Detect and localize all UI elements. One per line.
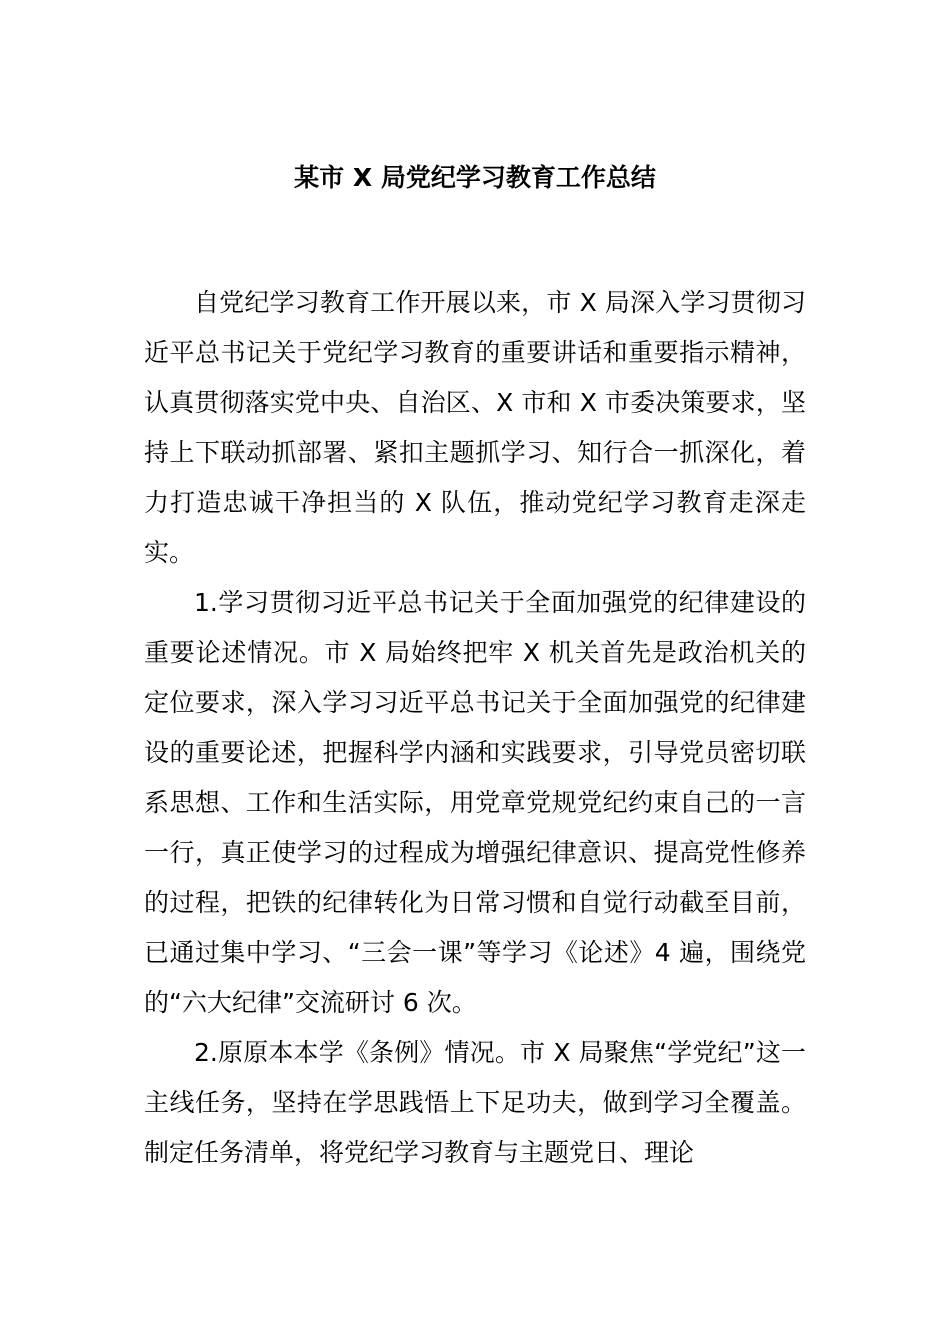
- paragraph-intro: 自党纪学习教育工作开展以来，市 X 局深入学习贯彻习近平总书记关于党纪学习教育的重要讲话和重要指示精神，认真贯彻落实党中央、自治区、X 市和 X 市委决策要求，坚持上下联动抓部署、紧扣主题抓学习、知行合一抓深化，着力打造忠诚干净担当的 X 队伍，推动党纪学习教育走深走实。: [144, 288, 806, 567]
- document-title: 某市 X 局党纪学习教育工作总结: [294, 163, 656, 192]
- paragraph-section-2: 2.原原本本学《条例》情况。市 X 局聚焦“学党纪”这一主线任务，坚持在学思践悟上下足功夫，做到学习全覆盖。制定任务清单，将党纪学习教育与主题党日、理论: [144, 1038, 806, 1167]
- paragraph-section-1: 1.学习贯彻习近平总书记关于全面加强党的纪律建设的重要论述情况。市 X 局始终把牢 X 机关首先是政治机关的定位要求，深入学习习近平总书记关于全面加强党的纪律建设的重要论述，把握科学内涵和实践要求，引导党员密切联系思想、工作和生活实际，用党章党规党纪约束自己的一言一行，真正使学习的过程成为增强纪律意识、提高党性修养的过程，把铁的纪律转化为日常习惯和自觉行动截至目前，已通过集中学习、“三会一课”等学习《论述》4 遍，围绕党的“六大纪律”交流研讨 6 次。: [144, 588, 806, 1017]
- document-body: [144, 278, 806, 1178]
